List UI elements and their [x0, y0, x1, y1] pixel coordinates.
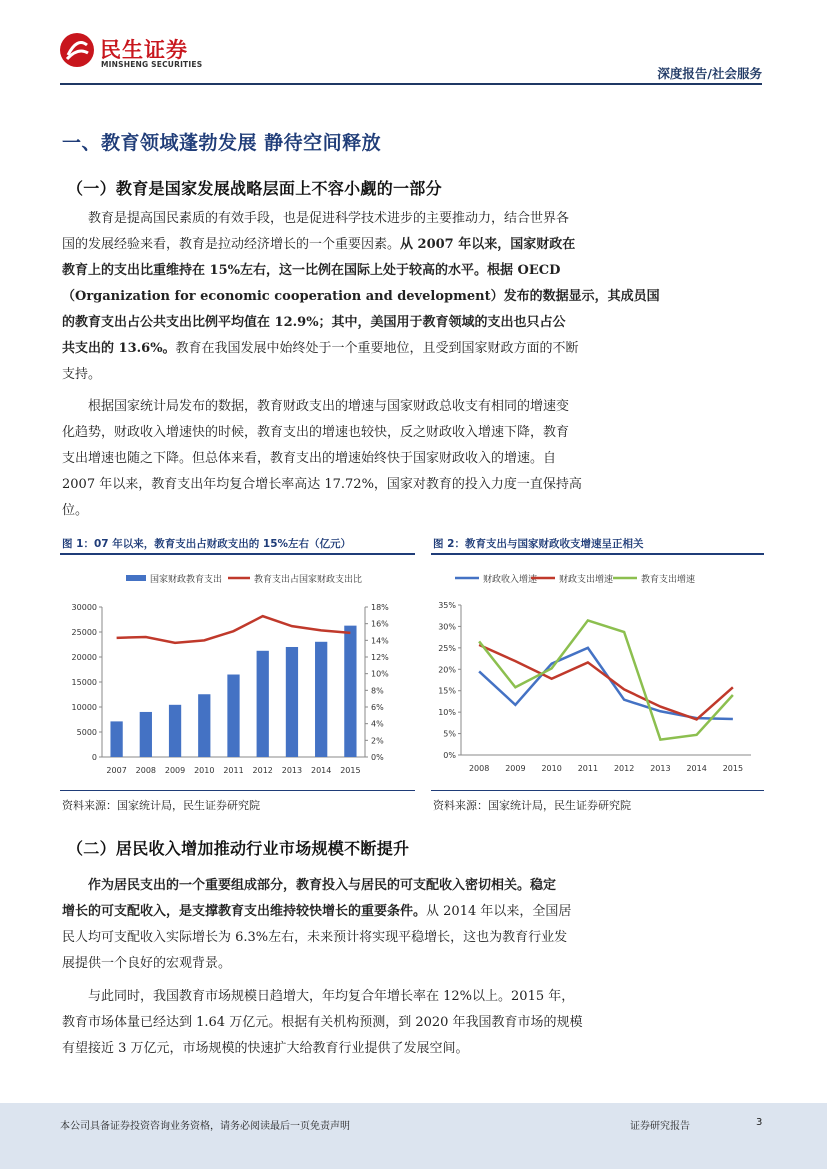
x-tick-label: 2011: [577, 764, 599, 773]
logo-text-en: MINSHENG SECURITIES: [101, 60, 203, 69]
text-line: [62, 336, 602, 362]
legend-label-line: 教育支出占国家财政支出比: [254, 575, 363, 585]
text-run: 教育上的支出比重维持在 15%左右，这一比例在国际上处于较高的水平。根据 OECD: [62, 263, 561, 278]
text-line: [62, 284, 660, 310]
x-tick-label: 2011: [223, 766, 244, 775]
bar: [110, 721, 122, 757]
x-tick-label: 2014: [686, 764, 707, 773]
y-tick-label-left: 5000: [76, 728, 97, 737]
y-tick-label-right: 4%: [371, 719, 384, 729]
text-run: 国的发展经验来看，教育是拉动经济增长的一个重要因素。: [62, 237, 401, 252]
series-line-ratio: [117, 616, 351, 643]
y-tick-label-right: 12%: [371, 653, 389, 662]
y-tick-label-right: 8%: [371, 686, 384, 696]
text-run: 教育在我国发展中始终处于一个重要地位，且受到国家财政方面的不断: [175, 341, 579, 356]
text-line: [62, 873, 602, 899]
y-tick-label-left: 10000: [71, 703, 97, 712]
text-line: 位。: [62, 503, 89, 518]
y-tick-label-right: 2%: [371, 736, 384, 746]
text-line: [62, 258, 602, 284]
text-run: 教育是提高国民素质的有效手段，也是促进科学技术进步的主要推动力，结合世界各: [88, 211, 570, 226]
text-run: 增长的可支配收入，是支撑教育支出维持较快增长的重要条件。: [62, 904, 427, 919]
x-tick-label: 2010: [194, 766, 215, 775]
figure-1-bottom-rule: [60, 790, 415, 791]
paragraph-2: [62, 394, 602, 524]
y-tick-label-right: 10%: [371, 669, 389, 679]
figure-1-chart: [60, 560, 415, 785]
bar: [227, 675, 239, 757]
legend-label: 财政收入增速: [483, 575, 538, 585]
text-line: 2007 年以来，教育支出年均复合增长率高达 17.72%，国家对教育的投入力度一直保持高: [62, 477, 582, 492]
page-number: 3: [756, 1117, 763, 1128]
text-line: 有望接近 3 万亿元，市场规模的快速扩大给教育行业提供了发展空间。: [62, 1041, 469, 1056]
text-run: 从 2007 年以来，国家财政在: [400, 237, 576, 252]
text-line: 支出增速也随之下降。但总体来看，教育支出的增速始终快于国家财政收入的增速。自: [62, 451, 557, 466]
x-tick-label: 2008: [468, 764, 490, 773]
subsection-title-1: （一）教育是国家发展战略层面上不容小觑的一部分: [67, 179, 442, 198]
figure-2-bottom-rule: [431, 790, 764, 791]
text-line: [62, 362, 602, 388]
figure-2-caption: 图 2：教育支出与国家财政收支增速呈正相关: [433, 538, 644, 550]
bar: [257, 651, 269, 757]
y-tick-label: 5%: [443, 729, 456, 739]
y-tick-label-left: 25000: [71, 628, 97, 637]
paragraph-3: [62, 873, 602, 977]
legend-swatch-bar: [126, 575, 146, 581]
paragraph-1: [62, 206, 660, 388]
text-run: （Organization for economic cooperation and development）发布的数据显示，其成员国: [62, 289, 660, 304]
y-tick-label-left: 30000: [71, 603, 97, 612]
figure-1-top-rule: [60, 553, 415, 555]
text-run: 的教育支出占公共支出比例平均值在 12.9%；其中，美国用于教育领域的支出也只占公: [62, 315, 566, 330]
footer-report-type: 证券研究报告: [630, 1121, 690, 1132]
text-run: 作为居民支出的一个重要组成部分，教育投入与居民的可支配收入密切相关。稳定: [88, 878, 557, 893]
legend-label-bar: 国家财政教育支出: [150, 575, 223, 585]
x-tick-label: 2015: [340, 766, 361, 775]
figure-2-top-rule: [431, 553, 764, 555]
y-tick-label-right: 18%: [371, 603, 389, 612]
bar: [286, 647, 298, 757]
y-tick-label-right: 0%: [371, 753, 384, 762]
y-tick-label-right: 14%: [371, 636, 389, 646]
text-line: [62, 232, 602, 258]
text-line: 根据国家统计局发布的数据，教育财政支出的增速与国家财政总收支有相同的增速变: [88, 399, 570, 414]
x-tick-label: 2013: [281, 766, 303, 775]
series-line: [479, 620, 733, 739]
x-tick-label: 2012: [613, 764, 635, 773]
bar: [315, 642, 327, 757]
footer-bar: [0, 1103, 827, 1169]
text-run: 展提供一个良好的宏观背景。: [62, 956, 232, 971]
y-tick-label: 10%: [438, 708, 456, 718]
series-line: [479, 648, 733, 719]
text-run: 共支出的 13.6%。: [62, 341, 176, 356]
bar: [344, 626, 356, 757]
legend-label: 教育支出增速: [641, 575, 696, 585]
section-title: 一、教育领域蓬勃发展 静待空间释放: [62, 132, 382, 154]
paragraph-4: [62, 984, 602, 1062]
text-line: [62, 899, 602, 925]
y-tick-label: 35%: [438, 601, 456, 610]
text-line: 化趋势，财政收入增速快的时候，教育支出的增速也较快，反之财政收入增速下降，教育: [62, 425, 570, 440]
y-tick-label-left: 0: [91, 753, 97, 762]
footer-disclaimer: 本公司具备证券投资咨询业务资格，请务必阅读最后一页免责声明: [60, 1121, 350, 1132]
figure-1-caption: 图 1：07 年以来，教育支出占财政支出的 15%左右（亿元）: [62, 538, 352, 550]
logo-icon: [60, 33, 94, 67]
bar: [140, 712, 152, 757]
bar: [198, 694, 210, 757]
text-line: [62, 310, 602, 336]
subsection-title-2: （二）居民收入增加推动行业市场规模不断提升: [67, 839, 410, 858]
x-tick-label: 2012: [252, 766, 273, 775]
series-line: [479, 645, 733, 720]
x-tick-label: 2009: [164, 766, 186, 775]
y-tick-label: 30%: [438, 622, 456, 632]
y-tick-label: 15%: [438, 686, 456, 696]
figure-2-source: 资料来源：国家统计局，民生证券研究院: [433, 799, 631, 812]
text-line: 教育市场体量已经达到 1.64 万亿元。根据有关机构预测，到 2020 年我国教育市场的规模: [62, 1015, 583, 1030]
logo-text-cn: 民生证券: [100, 38, 188, 62]
bar: [169, 705, 181, 757]
text-run: 民人均可支配收入实际增长为 6.3%左右，未来预计将实现平稳增长，这也为教育行业发: [62, 930, 568, 945]
x-tick-label: 2014: [310, 766, 332, 775]
x-tick-label: 2013: [650, 764, 671, 773]
text-line: 与此同时，我国教育市场规模日趋增大，年均复合年增长率在 12%以上。2015 年，: [88, 989, 575, 1004]
text-run: 从 2014 年以来，全国居: [426, 904, 572, 919]
x-tick-label: 2015: [722, 764, 744, 773]
text-line: [62, 206, 602, 232]
x-tick-label: 2008: [135, 766, 157, 775]
x-tick-label: 2010: [541, 764, 562, 773]
y-tick-label-left: 20000: [71, 653, 97, 662]
y-tick-label: 0%: [443, 751, 456, 760]
text-line: [62, 951, 602, 977]
x-tick-label: 2007: [106, 766, 127, 775]
legend-label: 财政支出增速: [559, 575, 614, 585]
x-tick-label: 2009: [505, 764, 526, 773]
figure-1-source: 资料来源：国家统计局，民生证券研究院: [62, 799, 260, 812]
y-tick-label-left: 15000: [71, 678, 97, 687]
report-category: 深度报告/社会服务: [657, 66, 762, 81]
y-tick-label: 20%: [438, 665, 456, 675]
text-run: 支持。: [62, 367, 102, 382]
text-line: [62, 925, 602, 951]
y-tick-label: 25%: [438, 643, 456, 653]
y-tick-label-right: 16%: [371, 619, 389, 629]
y-tick-label-right: 6%: [371, 703, 384, 712]
figure-2-chart: [431, 560, 764, 785]
header-divider: [60, 83, 762, 85]
